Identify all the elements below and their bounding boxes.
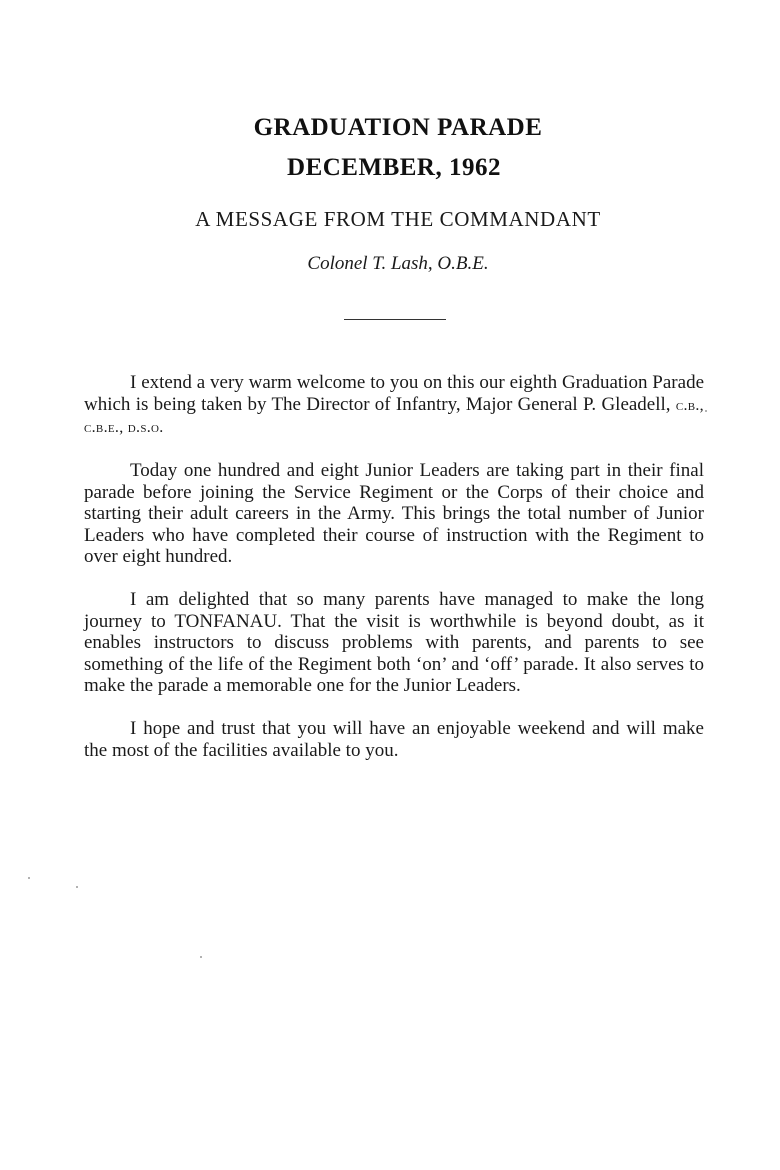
honours-text: c.b., c.b.e., d.s.o. — [84, 396, 704, 436]
paragraph-welcome — [84, 372, 704, 439]
scan-speck — [200, 956, 202, 958]
page-title: GRADUATION PARADE — [253, 114, 543, 141]
paragraph-junior-leaders: Today one hundred and eight Junior Leaders are taking part in their final parade before joining the Service Regiment or the Corps of their choice and starting their adult careers in the Army. This brings the total number of Junior Leaders who have completed their course of instruction with the Regiment to over eight hundred. — [84, 460, 704, 567]
paragraph-welcome-text: I extend a very warm welcome to you on this our eighth Graduation Parade which is being taken by The Director of Infantry, Major General P. Gleadell, — [84, 372, 704, 415]
paragraph-parents: I am delighted that so many parents have managed to make the long journey to TONFANAU. That the visit is worthwhile is beyond doubt, as it enables instructors to discuss problems with parents, and parents to see something of the life of the Regiment both ‘on’ and ‘off’ parade. It also serves to make the parade a memorable one for the Junior Leaders. — [84, 589, 704, 696]
scan-speck — [76, 886, 78, 888]
scan-speck — [28, 877, 30, 879]
page-date-heading: DECEMBER, 1962 — [287, 154, 501, 181]
paragraph-closing: I hope and trust that you will have an enjoyable weekend and will make the most of the facilities available to you. — [84, 718, 704, 761]
divider-rule — [344, 319, 446, 320]
scan-speck — [705, 410, 707, 412]
message-subtitle: A MESSAGE FROM THE COMMANDANT — [195, 207, 601, 231]
message-body — [84, 372, 704, 783]
author-byline: Colonel T. Lash, O.B.E. — [307, 253, 489, 274]
